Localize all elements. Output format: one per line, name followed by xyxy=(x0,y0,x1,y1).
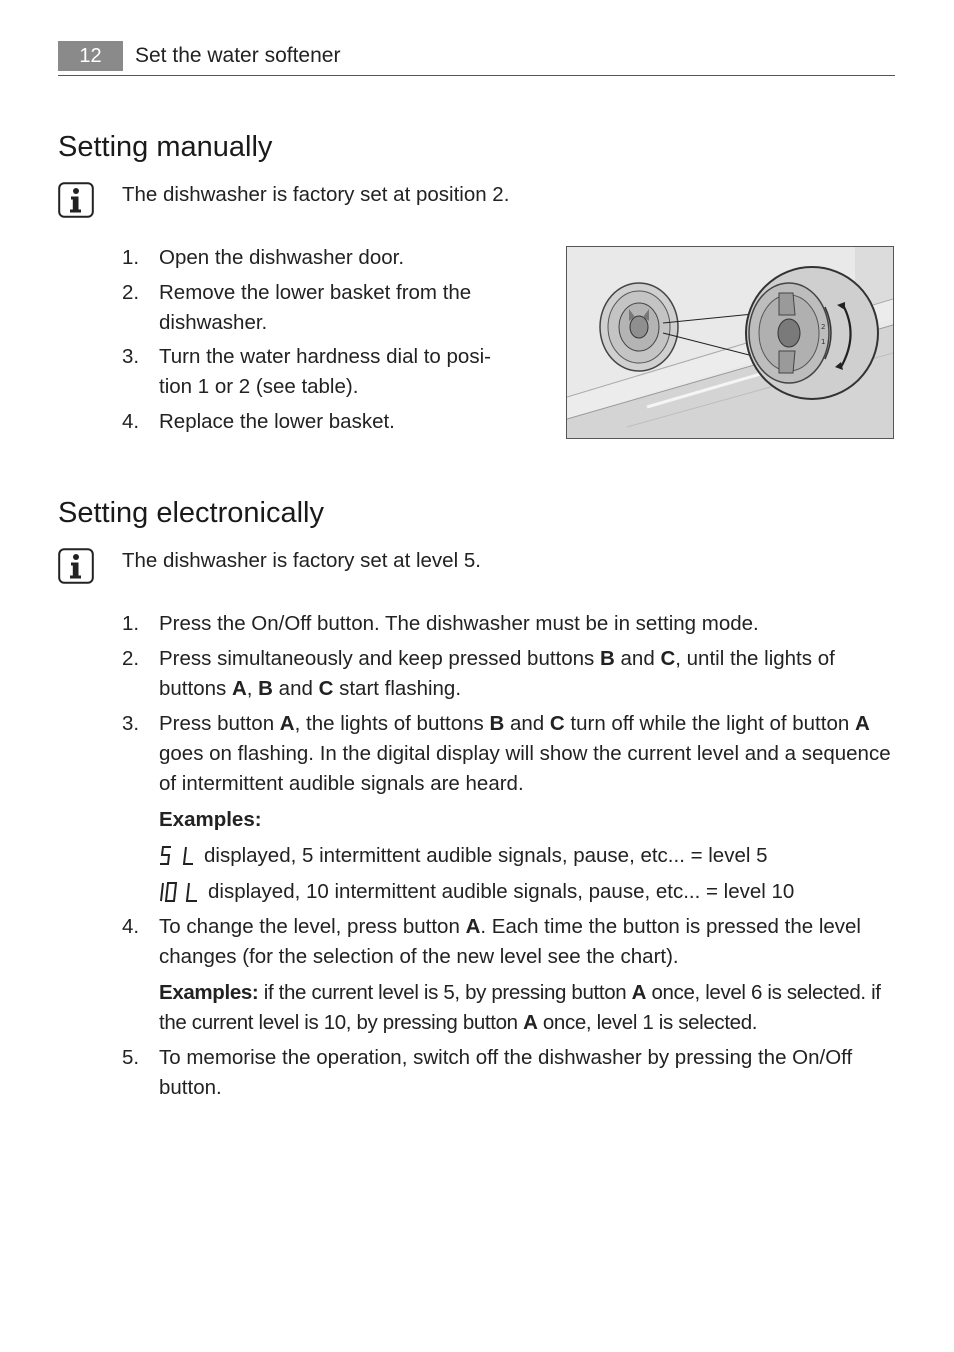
list-item: 4. Replace the lower basket. xyxy=(122,409,395,433)
heading-setting-electronically: Setting electronically xyxy=(58,497,324,529)
list-item: 2. Press simultaneously and keep pressed buttons B and C, until the lights of buttons A, B and C start flashing. xyxy=(122,647,835,700)
header-divider xyxy=(58,75,895,76)
electronic-steps-list xyxy=(122,609,896,1108)
example-row xyxy=(159,841,896,871)
manual-info-text: The dishwasher is factory set at position 2. xyxy=(122,183,510,206)
small-dial xyxy=(600,283,678,371)
section-title: Set the water softener xyxy=(135,44,341,67)
list-item: 2. Remove the lower basket from the dishwasher. xyxy=(122,280,472,334)
heading-setting-manually: Setting manually xyxy=(58,131,273,163)
examples-label: Examples: xyxy=(159,808,262,831)
example-text: displayed, 5 intermittent audible signals, pause, etc... = level 5 xyxy=(204,844,768,867)
dial-mark-1: 1 xyxy=(821,338,826,346)
dial-mark-2: 2 xyxy=(821,323,826,331)
display-5l-icon xyxy=(159,844,195,868)
page-number: 12 xyxy=(58,41,123,71)
info-icon xyxy=(58,548,94,584)
water-hardness-dial-illustration xyxy=(566,246,894,439)
info-icon xyxy=(58,182,94,218)
list-item: 3. Press button A, the lights of buttons B and C turn off while the light of button A goes on flashing. In the digital display will show the current level and a sequence of intermittent audible signals are heard. Examples: displayed, 5 intermittent audible signals, pause, etc... = level 5 displayed, 10 intermittent audible signals, pause, etc... = level 10 xyxy=(122,709,896,907)
list-item: 1. Open the dishwasher door. xyxy=(122,246,405,269)
electronic-info-text: The dishwasher is factory set at level 5. xyxy=(122,549,481,572)
example-text: displayed, 10 intermittent audible signals, pause, etc... = level 10 xyxy=(208,880,795,903)
examples-paragraph: Examples: if the current level is 5, by pressing button A once, level 6 is selected. if the current level is 10, by pressing button A once, level 1 is selected. xyxy=(159,981,881,1034)
list-item: 1. Press the On/Off button. The dishwasher must be in setting mode. xyxy=(122,612,759,635)
example-row xyxy=(159,877,896,907)
manual-steps-list xyxy=(122,243,522,441)
list-item: 5. To memorise the operation, switch off the dishwasher by pressing the On/Off button. xyxy=(122,1046,853,1099)
display-10l-icon xyxy=(159,880,199,904)
magnified-dial xyxy=(746,267,878,399)
list-item: 4. To change the level, press button A. Each time the button is pressed the level changes (for the selection of the new level see the chart). Examples: if the current level is 5, by pressing button A once, level 6 is selected. if the current level is 10, by pressing button A once, level 1 is selected. xyxy=(122,912,896,1038)
list-item: 3. Turn the water hardness dial to posi-tion 1 or 2 (see table). xyxy=(122,345,491,398)
